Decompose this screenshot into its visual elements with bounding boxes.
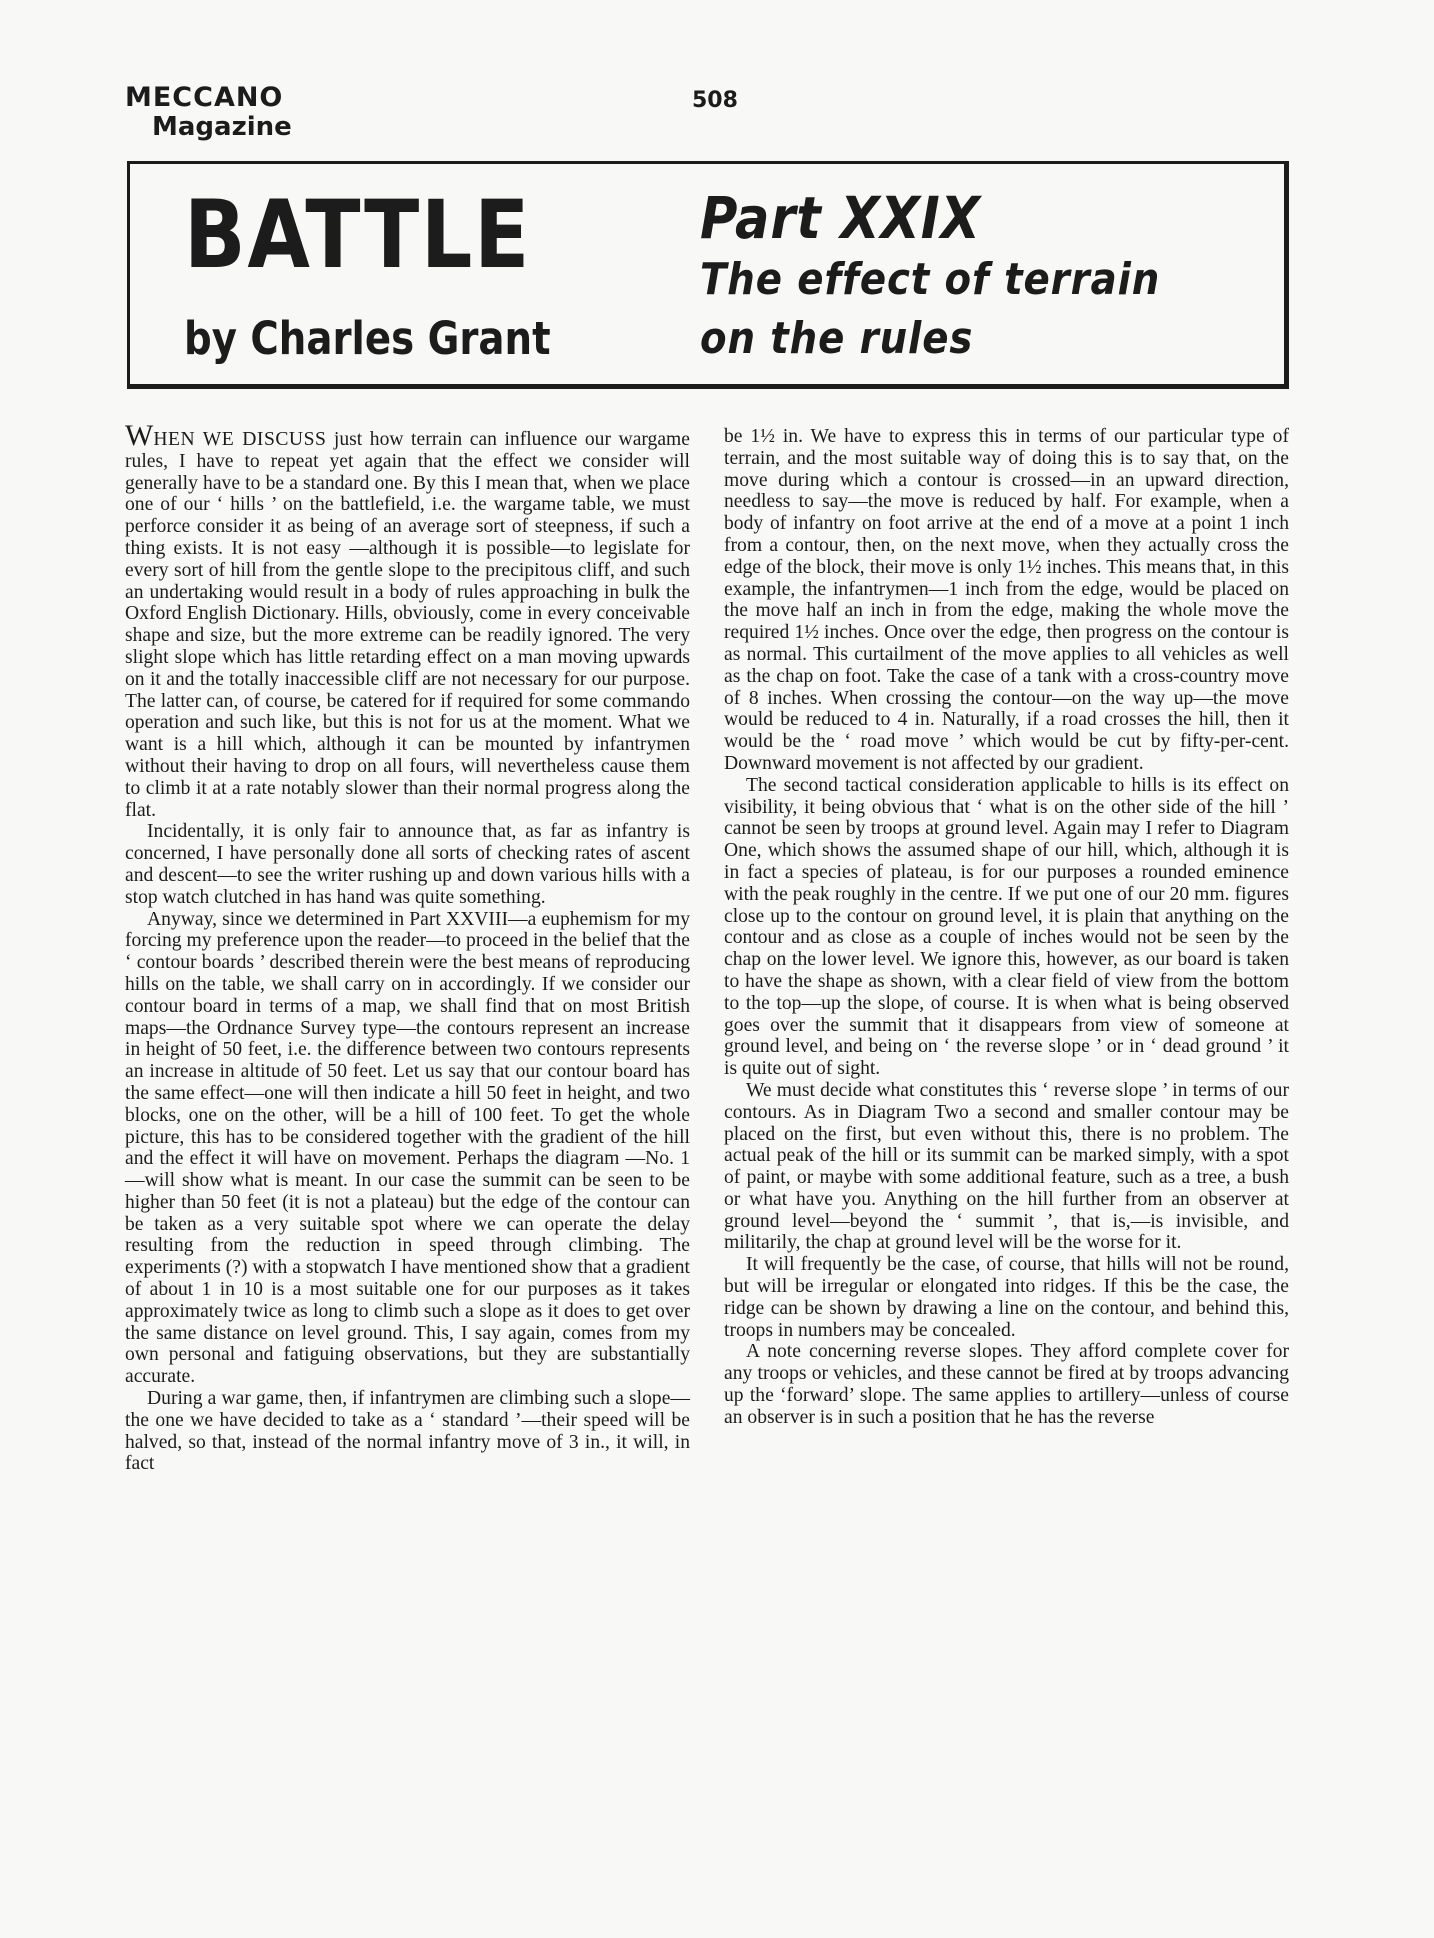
article-part-heading xyxy=(700,186,1160,368)
paragraph: It will frequently be the case, of course, that hills will not be round, but will be irregular or elongated into ridges. If this be the case, the ridge can be shown by drawing a line on the contour, and behind this, troops in numbers may be concealed. xyxy=(724,1254,1289,1341)
article-title: BATTLE xyxy=(184,181,532,290)
article-title-box xyxy=(127,161,1289,389)
article-byline: by Charles Grant xyxy=(184,312,551,365)
right-column xyxy=(724,426,1289,1429)
paragraph: A note concerning reverse slopes. They afford complete cover for any troops or vehicles, and these cannot be fired at by troops advancing up the ‘forward’ slope. The same applies to artillery—unless of course an observer is in such a position that he has the reverse xyxy=(724,1341,1289,1428)
paragraph: be 1½ in. We have to express this in terms of our particular type of terrain, and the most suitable way of doing this is to say that, on the move during which a contour is crossed—in an upward direction, needless to say—the move is reduced by half. For example, when a body of infantry on foot arrive at the end of a move at a point 1 inch from a contour, then, on the next move, when they actually cross the edge of the block, their move is only 1½ inches. This means that, in this example, the infantrymen—1 inch from the edge, would be placed on the move half an inch in from the edge, making the whole move the required 1½ inches. Once over the edge, then progress on the contour is as normal. This curtailment of the move applies to all vehicles as well as the chap on foot. Take the case of a tank with a cross-country move of 8 inches. When crossing the contour—on the way up—the move would be reduced to 4 in. Naturally, if a road crosses the hill, then it would be the ‘ road move ’ which would be cut by fifty-per-cent. Downward movement is not affected by our gradient. xyxy=(724,426,1289,774)
article-subtitle-line2: on the rules xyxy=(700,313,974,364)
article-subtitle-line1: The effect of terrain xyxy=(700,254,1161,305)
left-column xyxy=(125,419,690,1475)
paragraph: Incidentally, it is only fair to announce that, as far as infantry is concerned, I have personally done all sorts of checking rates of ascent and descent—to see the writer rushing up and down various hills with a stop watch clutched in has hand was quite something. xyxy=(125,821,690,908)
paragraph xyxy=(125,419,690,821)
paragraph: During a war game, then, if infantrymen are climbing such a slope—the one we have decided to take as a ‘ standard ’—their speed will be halved, so that, instead of the normal infantry move of 3 in., it will, in fact xyxy=(125,1388,690,1475)
paragraph: Anyway, since we determined in Part XXVIII—a euphemism for my forcing my preference upon the reader—to proceed in the belief that the ‘ contour boards ’ described therein were the best means of reproducing hills on the table, we shall carry on in accordingly. If we consider our contour board in terms of a map, we shall find that on most British maps—the Ordnance Survey type—the contours represent an increase in height of 50 feet, i.e. the difference between two contours represents an increase in altitude of 50 feet. Let us say that our contour board has the same effect—one will then indicate a hill 50 feet in height, and two blocks, one on the other, will be a hill of 100 feet. To get the whole picture, this has to be considered together with the gradient of the hill and the effect it will have on movement. Perhaps the diagram —No. 1—will show what is meant. In our case the summit can be seen to be higher than 50 feet (it is not a plateau) but the edge of the contour can be taken as a very suitable spot where we can operate the delay resulting from the reduction in speed through climbing. The experiments (?) with a stopwatch I have mentioned show that a gradient of about 1 in 10 is a most suitable one for our purposes as it takes approximately twice as long to climb such a slope as it does to get over the same distance on level ground. This, I say again, comes from my own personal and fatiguing observations, but they are substantially accurate. xyxy=(125,908,690,1388)
paragraph: The second tactical consideration applicable to hills is its effect on visibility, it being obvious that ‘ what is on the other side of the hill ’ cannot be seen by troops at ground level. Again may I refer to Diagram One, which shows the assumed shape of our hill, which, although it is in fact a species of plateau, is for our purposes a rounded eminence with the peak roughly in the centre. If we put one of our 20 mm. figures close up to the contour on ground level, it is plain that anything on the contour and as close as a couple of inches would not be seen by the chap on the lower level. We ignore this, however, as our board is taken to have the shape as shown, with a clear field of view from the bottom to the top—up the slope, of course. It is when what is being observed goes over the summit that it disappears from view of someone at ground level, and being on ‘ the reverse slope ’ or in ‘ dead ground ’ it is quite out of sight. xyxy=(724,774,1289,1080)
page-number: 508 xyxy=(692,88,738,113)
magazine-subtitle: Magazine xyxy=(152,112,292,142)
paragraph-text: just how terrain can influence our wargame rules, I have to repeat yet again that the effect we consider will generally have to be a standard one. By this I mean that, when we place one of our ‘ hills ’ on the battlefield, i.e. the wargame table, we must perforce consider it as being of an average sort of steepness, if such a thing exists. It is not easy —although it is possible—to legislate for every sort of hill from the gentle slope to the precipitous cliff, and such an undertaking would result in a body of rules approaching in bulk the Oxford English Dictionary. Hills, obviously, come in every conceivable shape and size, but the more extreme can be readily ignored. The very slight slope which has little retarding effect on a man moving upwards on it and the totally inaccessible cliff are not necessary for our purpose. The latter can, of course, be catered for if required for some commando operation and such like, but this is not for us at the moment. What we want is a hill which, although it can be mounted by infantrymen without their having to drop on all fours, will nevertheless cause them to climb it at a rate notably slower than their normal progress along the flat. xyxy=(125,429,690,821)
paragraph: We must decide what constitutes this ‘ reverse slope ’ in terms of our contours. As in Diagram Two a second and smaller contour may be placed on the first, but even without this, there is no problem. The actual peak of the hill or its summit can be marked simply, with a spot of paint, or maybe with some additional feature, such as a tree, a bush or what have you. Anything on the hill further from an observer at ground level—beyond the ‘ summit ’, that is,—is invisible, and militarily, the chap at ground level will be the worse for it. xyxy=(724,1079,1289,1254)
drop-letter: W xyxy=(125,419,154,452)
opening-caps: HEN WE DISCUSS xyxy=(153,429,327,450)
magazine-title: MECCANO xyxy=(125,82,284,113)
magazine-masthead xyxy=(125,84,292,142)
part-number: Part XXIX xyxy=(700,184,981,252)
